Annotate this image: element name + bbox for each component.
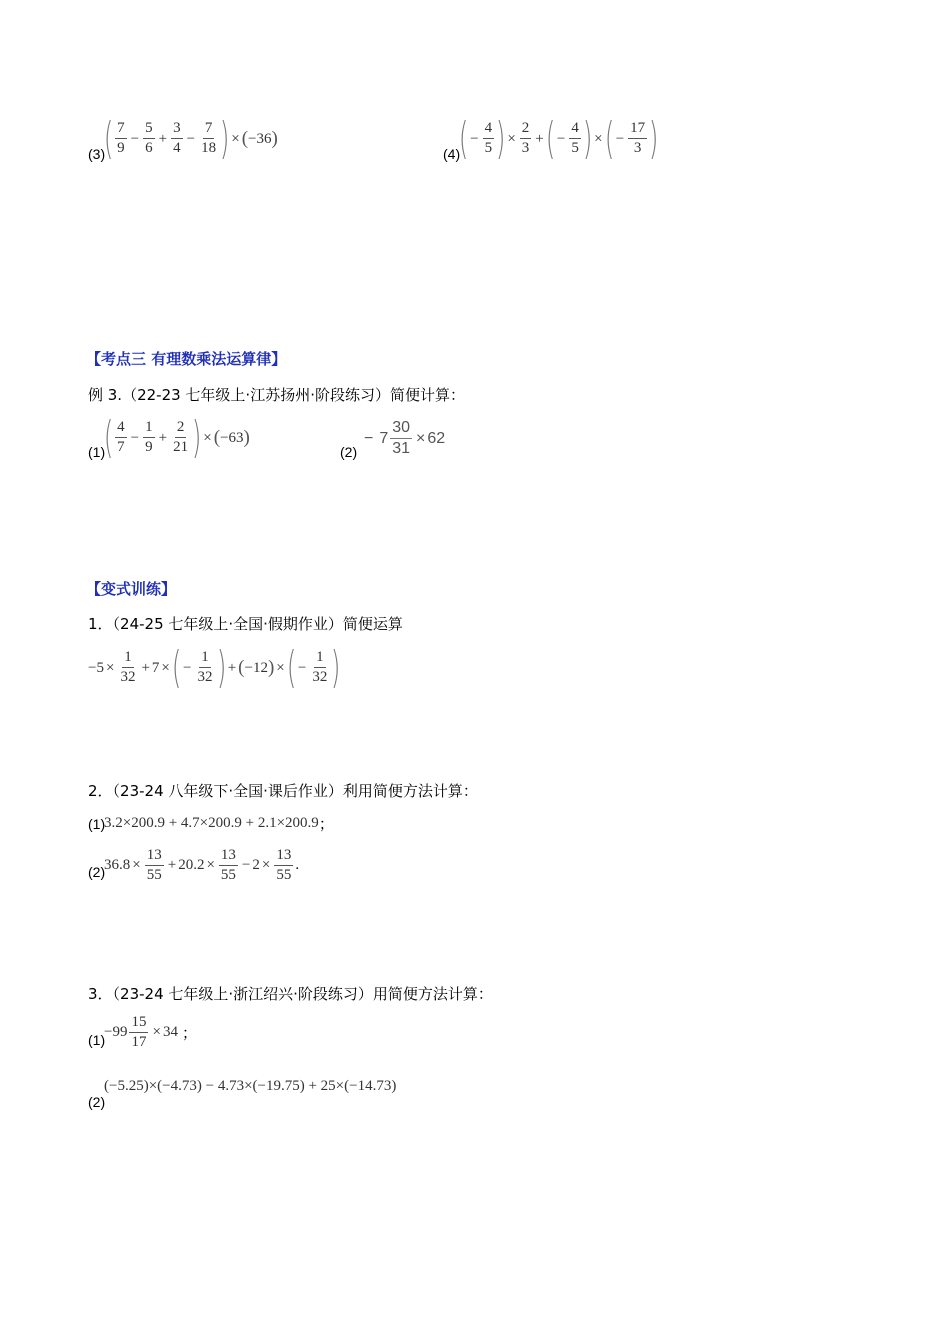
question-2-part-2-label: (2) [88, 864, 106, 880]
question-3-part-1-end: ； [181, 1024, 197, 1043]
question-1-prompt: 1．（24-25 七年级上·全国·假期作业）简便运算 [88, 615, 403, 633]
section-3-title: 【考点三 有理数乘法运算律】 [86, 350, 287, 368]
example-3-part-2-label: (2) [340, 444, 358, 460]
question-3-part-1-expression: −99 $\frac{15}{17}$ × 34 ； [104, 1014, 197, 1050]
example-3-prompt: 例 3.（22-23 七年级上·江苏扬州·阶段练习）简便计算： [88, 386, 465, 404]
example-3-part-2-expression: − 7 $\frac{30}{31}$ × 62 [364, 419, 446, 457]
question-3-part-2-label: (2) [88, 1094, 106, 1110]
question-2-part-1-text: 3.2×200.9 + 4.7×200.9 + 2.1×200.9 [104, 815, 319, 831]
question-3-part-1-label: (1) [88, 1032, 106, 1048]
question-3-part-2-expression: (−5.25)×(−4.73) − 4.73×(−19.75) + 25×(−14.73) [104, 1078, 397, 1094]
question-2-part-2-end: . [295, 857, 300, 874]
question-3-prompt: 3．（23-24 七年级上·浙江绍兴·阶段练习）用简便方法计算： [88, 985, 493, 1003]
question-2-prompt: 2．（23-24 八年级下·全国·课后作业）利用简便方法计算： [88, 782, 478, 800]
problem-4-expression: ( − $\frac{4}{5}$ ) × $\frac{2}{3}$ + ( − $\frac{4}{5}$ ) × ( − $\frac{17}{3}$ ) [458, 113, 659, 164]
problem-3-label: (3) [88, 146, 106, 162]
example-3-part-1-label: (1) [88, 444, 106, 460]
variant-training-title: 【变式训练】 [86, 580, 177, 598]
question-2-part-1-label: (1) [88, 816, 106, 832]
question-1-expression: −5 × $\frac{1}{32}$ + 7 × ( − $\frac{1}{32}$ ) + ( −12 ) × ( − $\frac{1}{32}$ ) [88, 642, 341, 693]
question-2-part-2-expression: 36.8 × $\frac{13}{55}$ + 20.2 × $\frac{13}{55}$ − 2 × $\frac{13}{55}$ . [104, 847, 300, 883]
question-2-part-1-expression [104, 813, 334, 834]
problem-3-expression: ( $\frac{7}{9}$ − $\frac{5}{6}$ + $\frac{3}{4}$ − $\frac{7}{18}$ ) × ( −36 ) [103, 113, 278, 164]
question-2-part-1-end: ； [318, 815, 334, 833]
problem-4-label: (4) [443, 146, 461, 162]
example-3-part-1-expression: ( $\frac{4}{7}$ − $\frac{1}{9}$ + $\frac{2}{21}$ ) × ( −63 ) [103, 412, 250, 463]
